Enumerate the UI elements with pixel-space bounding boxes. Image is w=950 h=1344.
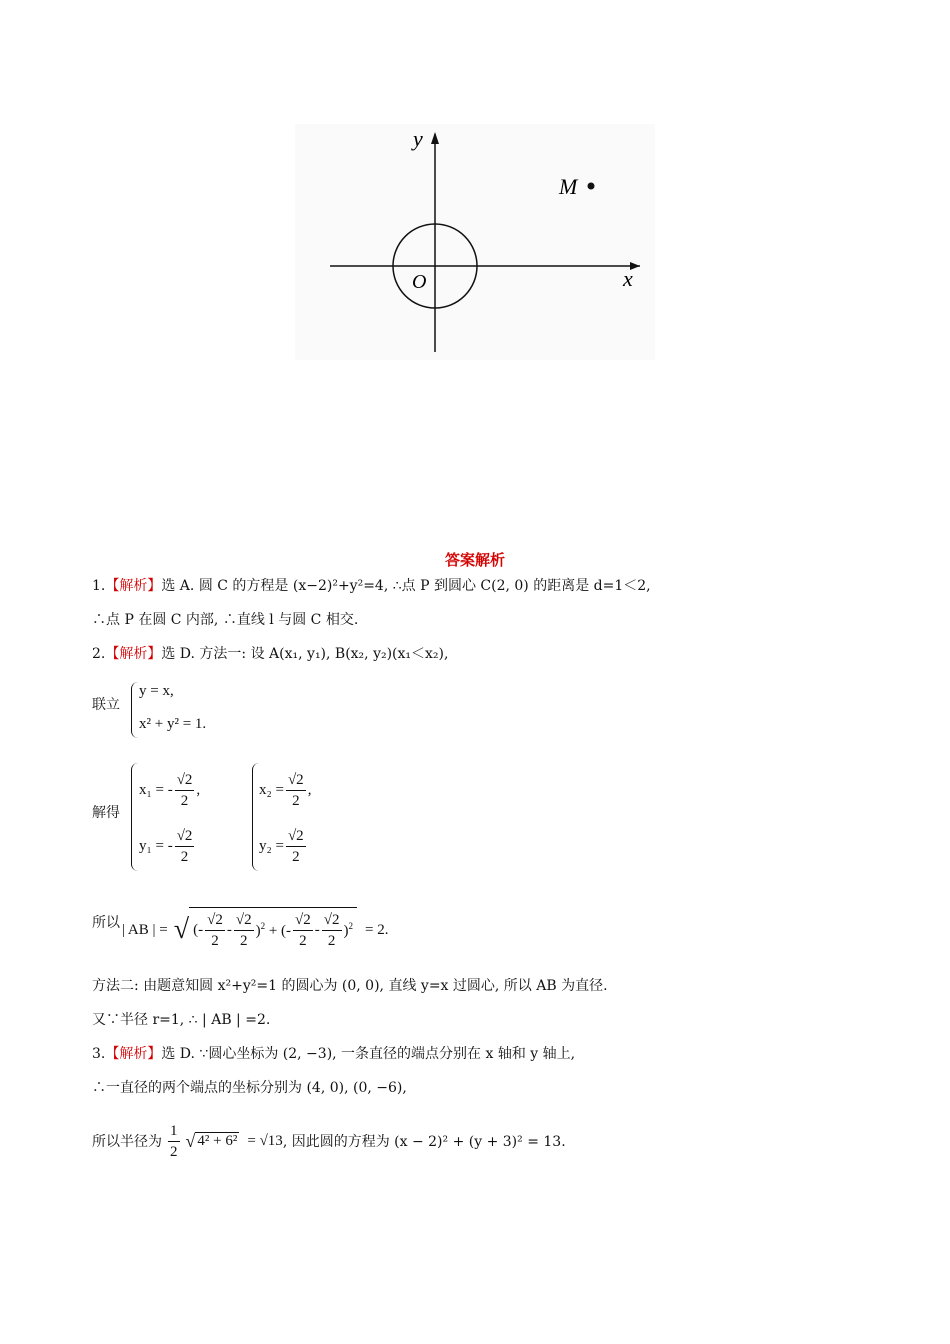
y2-den: 2 xyxy=(292,849,300,865)
q3-prefix: 所以半径为 xyxy=(92,1134,162,1150)
solution-y1 xyxy=(139,826,196,867)
origin-label: O xyxy=(412,271,427,293)
q2-text1: 选 D. 方法一: 设 A(x₁, y₁), B(x₂, y₂)(x₁＜x₂), xyxy=(161,646,449,662)
q3-line3 xyxy=(92,1118,566,1164)
jiede-label: 解得 xyxy=(92,805,120,821)
ab-label: | AB | = xyxy=(122,921,168,938)
ab-frac4-num: √2 xyxy=(322,910,342,931)
x1-label: x₁ = - xyxy=(139,782,173,798)
q3-line2: ∴一直径的两个端点的坐标分别为 (4, 0), (0, −6), xyxy=(92,1080,407,1096)
solution-x2: x₂ = $\frac{√2}{2}$ , xyxy=(259,772,312,809)
point-m xyxy=(588,183,595,190)
q3-tag: 【解析】 xyxy=(105,1046,162,1062)
y1-frac xyxy=(175,826,195,867)
y2-frac xyxy=(286,826,306,867)
ab-frac1-den: 2 xyxy=(211,933,219,949)
ab-formula xyxy=(122,902,388,958)
y2-label: y₂ = xyxy=(259,838,284,854)
q3-half-num: 1 xyxy=(168,1121,180,1142)
q2-tag: 【解析】 xyxy=(105,646,162,662)
ab-frac3-den: 2 xyxy=(299,933,307,949)
coordinate-figure xyxy=(295,124,655,360)
q3-number: 3. xyxy=(92,1046,106,1062)
q1-number: 1. xyxy=(92,578,106,594)
ab-frac3-num: √2 xyxy=(293,910,313,931)
system-eq1: y = x, xyxy=(139,683,174,699)
system-eq2: x² + y² = 1. xyxy=(139,716,207,732)
solution-brace-1 xyxy=(131,763,138,871)
circle-diagram xyxy=(295,124,655,360)
y1-den: 2 xyxy=(180,849,189,865)
ab-frac4 xyxy=(322,910,342,951)
q2-method2b: 又∵半径 r=1, ∴ | AB | =2. xyxy=(92,1012,271,1028)
ab-frac1-num: √2 xyxy=(205,910,225,931)
x-axis-label: x xyxy=(623,266,633,291)
q3-half-den: 2 xyxy=(170,1143,178,1160)
x1-den: 2 xyxy=(180,793,189,809)
q1-line2: ∴点 P 在圆 C 内部, ∴直线 l 与圆 C 相交. xyxy=(92,612,359,628)
q3-radical: √ xyxy=(185,1130,196,1151)
y2-num: √2 xyxy=(286,826,306,847)
q2-number: 2. xyxy=(92,646,106,662)
q1-line1 xyxy=(92,575,651,595)
x2-label: x₂ = xyxy=(259,782,284,798)
q3-eq: = √13 xyxy=(247,1132,283,1149)
x2-den: 2 xyxy=(292,793,300,809)
solution-x1: x₁ = - $\frac{√2}{2}$ , xyxy=(139,772,201,809)
x1-frac xyxy=(175,770,195,811)
q3-radicand: 4² + 6² xyxy=(197,1133,238,1149)
ab-radicand: (- $\frac{√2}{2}$ - $\frac{√2}{2}$ )$^2$ + (- $\frac{√2}{2}$ - $\frac{√2}{2}$ )$^2$ xyxy=(189,907,357,953)
ab-result: = 2. xyxy=(365,921,389,938)
x2-num: √2 xyxy=(286,770,306,791)
y1-num: √2 xyxy=(175,826,195,847)
ab-frac4-den: 2 xyxy=(327,933,336,949)
q3-line1 xyxy=(92,1043,575,1063)
radical-sign: √ xyxy=(173,914,190,945)
answers-title: 答案解析 xyxy=(444,551,505,569)
ab-frac2-num: √2 xyxy=(234,910,254,931)
q1-tag: 【解析】 xyxy=(105,578,162,594)
lianli-label: 联立 xyxy=(92,697,120,713)
y1-label: y₁ = - xyxy=(139,838,173,854)
q3-suffix: , 因此圆的方程为 (x − 2)² + (y + 3)² = 13. xyxy=(282,1134,566,1150)
y-axis-arrow xyxy=(431,132,439,144)
y-axis-label: y xyxy=(413,126,423,151)
solution-brace-2 xyxy=(252,763,259,871)
ab-frac2 xyxy=(234,910,254,951)
q1-text1: 选 A. 圆 C 的方程是 (x−2)²+y²=4, ∴点 P 到圆心 C(2, 0) 的距离是 d=1＜2, xyxy=(161,578,651,594)
q3-half xyxy=(168,1121,180,1162)
point-m-label: M xyxy=(559,174,578,199)
ab-frac2-den: 2 xyxy=(239,933,248,949)
system-brace xyxy=(131,682,138,738)
solution-y2 xyxy=(259,826,308,867)
ab-frac3 xyxy=(293,910,313,951)
x1-num: √2 xyxy=(175,770,195,791)
suoyi-label: 所以 xyxy=(92,915,120,931)
q2-line1 xyxy=(92,643,448,663)
q3-text1: 选 D. ∵圆心坐标为 (2, −3), 一条直径的端点分别在 x 轴和 y 轴上, xyxy=(161,1046,576,1062)
q2-method2: 方法二: 由题意知圆 x²+y²=1 的圆心为 (0, 0), 直线 y=x 过圆心, 所以 AB 为直径. xyxy=(92,978,608,994)
x2-frac xyxy=(286,770,306,811)
ab-frac1 xyxy=(205,910,225,951)
